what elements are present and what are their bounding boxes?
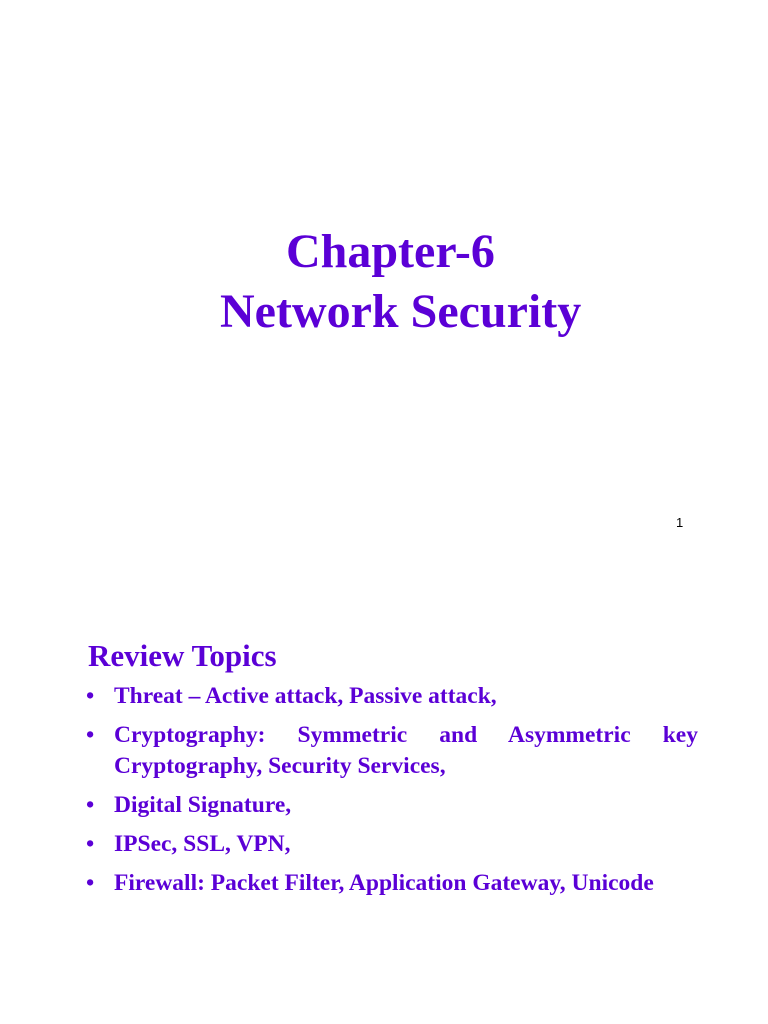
topic-text: Cryptography: Symmetric and Asymmetric key Cryptography, Security Services, (114, 722, 698, 779)
chapter-title: Chapter-6 (286, 225, 495, 278)
topic-item (86, 720, 698, 782)
bullet-icon: • (86, 683, 95, 709)
section-heading: Review Topics (88, 638, 277, 673)
review-topics-slide (0, 570, 768, 1024)
topic-text: Threat – Active attack, Passive attack, (114, 683, 497, 709)
bullet-icon: • (86, 870, 95, 896)
topic-item (86, 829, 698, 860)
bullet-icon: • (86, 792, 95, 818)
topic-item (86, 790, 698, 821)
bullet-icon: • (86, 831, 95, 857)
topic-item (86, 681, 698, 712)
bullet-icon: • (86, 722, 95, 748)
topic-text: Digital Signature, (114, 792, 292, 818)
topic-list (86, 681, 698, 927)
topic-text: IPSec, SSL, VPN, (114, 831, 291, 857)
topic-text: Firewall: Packet Filter, Application Gateway, Unicode (114, 870, 654, 896)
chapter-subtitle: Network Security (220, 285, 582, 338)
topic-item (86, 868, 698, 899)
page-number: 1 (676, 515, 684, 530)
